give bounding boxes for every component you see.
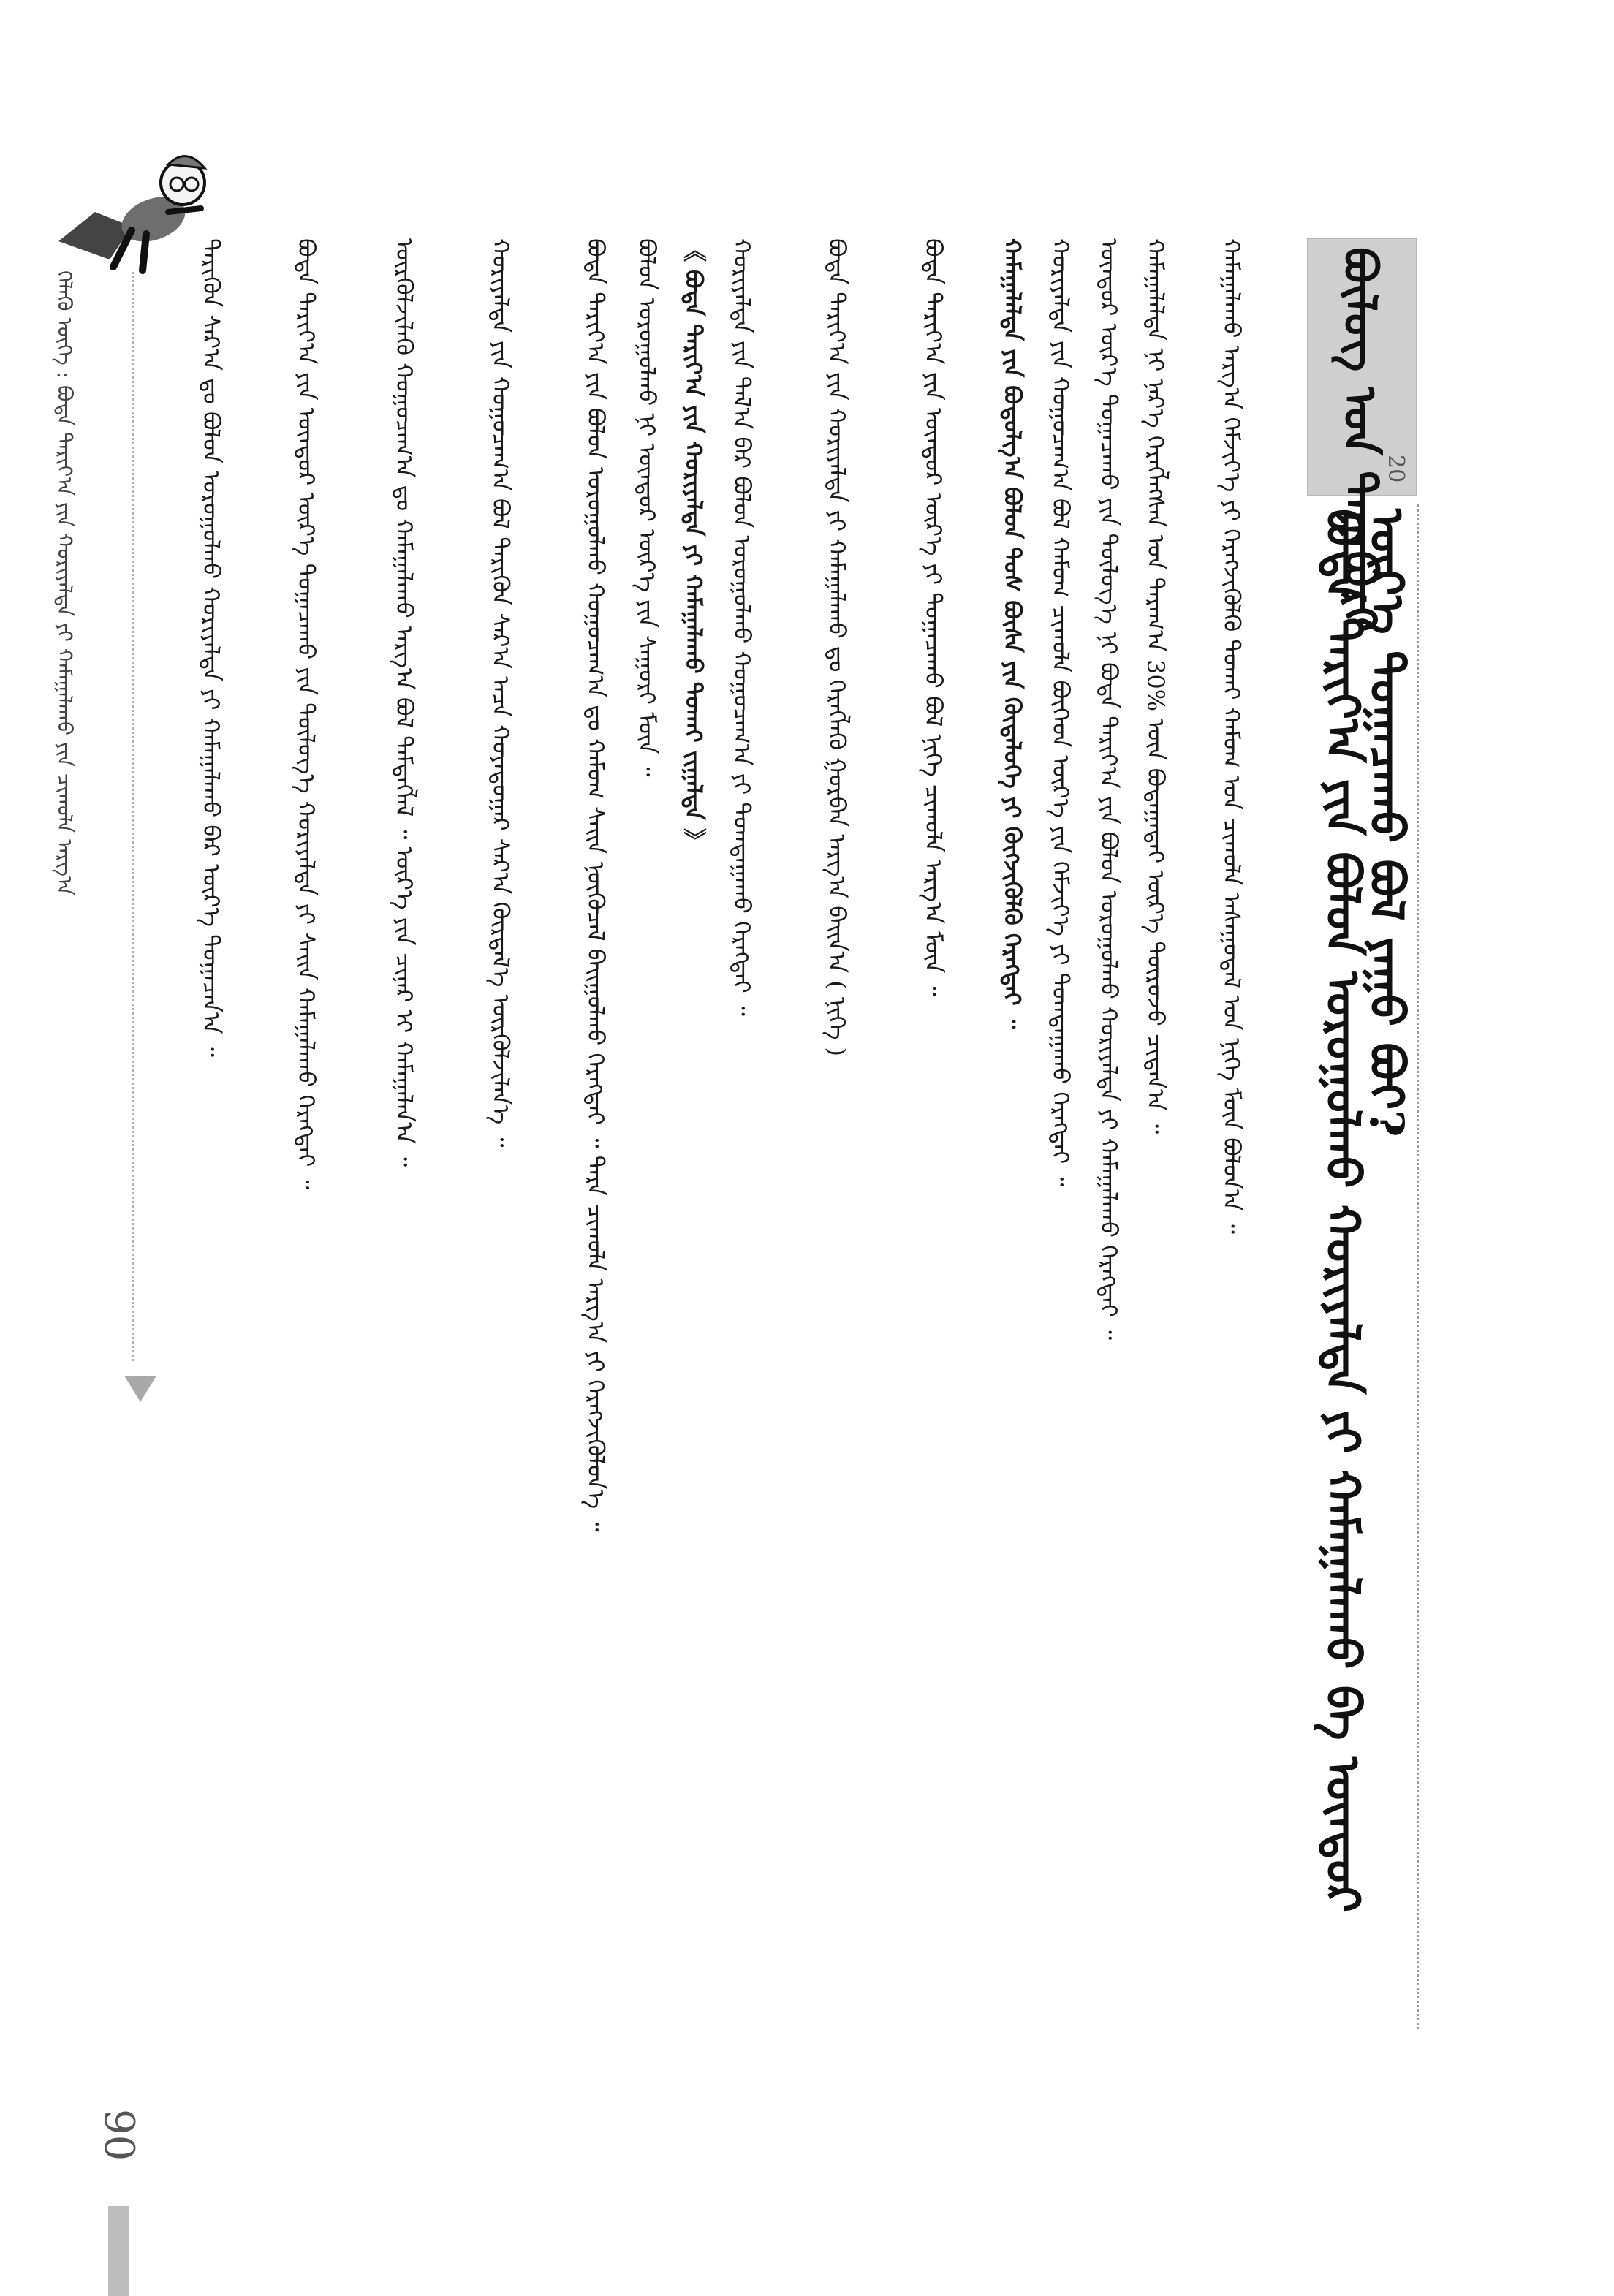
text-column: ᠪᠤᠳᠠ ᠲᠠᠷᠢᠶ᠎ᠠ ᠶᠢᠨ ᠬᠤᠷᠢᠶᠠᠯᠳᠠ ᠶᠢ ᠬᠠᠮᠠᠭᠠᠯᠠᠬᠤ ᠳᠤ ᠬᠡᠷᠡᠭᠯᠡᠬᠦ ᠭᠤᠷᠪᠠᠨ ᠠᠷᠭ᠎ᠠ ᠪᠠᠢᠨ᠎ᠠ ( ᠨᠢᠭᠡ ) bbox=[823, 238, 851, 1057]
margin-divider bbox=[132, 272, 134, 1361]
text-column: ᠬᠤᠷᠢᠶᠠᠯᠳᠠ ᠶᠢᠨ ᠬᠤᠭᠤᠴᠠᠭ᠎ᠠ ᠪᠣᠯ ᠲᠡᠷᠢᠭᠦᠨ ᠰᠠᠷ᠎ᠠ ᠠᠴᠠ ᠬᠣᠶᠠᠳᠤᠭᠠᠷ ᠰᠠᠷ᠎ᠠ ᠬᠦᠷᠲᠡᠯ᠎ᠡ ᠦᠷᠭᠦᠯᠵᠢᠯᠡᠨ᠎ᠡ ᠃ bbox=[487, 238, 515, 1148]
text-column: ᠪᠤᠳᠠ ᠲᠠᠷᠢᠶ᠎ᠠ ᠶᠢᠨ ᠦᠨᠳᠦᠷ ᠦᠷ᠎ᠡ ᠶᠢ ᠲᠣᠭᠠᠴᠠᠬᠤ ᠪᠣᠯ ᠨᠢᠭᠡ ᠴᠢᠬᠤᠯᠠ ᠠᠷᠭ᠎ᠠ ᠮᠥᠨ ᠃ bbox=[920, 238, 947, 996]
text-column: ᠬᠠᠮᠠᠭᠠᠯᠠᠯᠲᠠ ᠨᠢ ᠨᠡᠷ᠎ᠡ ᠬᠡᠷᠡᠭᠯᠡᠭᠰᠡᠨ ᠤᠨ ᠳᠠᠷᠠᠭ᠎ᠠ 30% ᠦᠨ ᠪᠤᠳᠠᠭᠠᠳᠠᠢ ᠦᠷ᠎ᠡ ᠲᠥᠷᠥᠵᠦ ᠴᠢᠳᠠᠨ᠎ᠠ ᠃ bbox=[1142, 238, 1170, 1134]
page-edge-tab bbox=[108, 2206, 129, 2296]
section-heading: ᠪᠤᠳᠠ ᠲᠠᠷᠢᠶ᠎ᠠ ᠶᠢᠨ ᠪᠣᠯᠤᠨ ᠤᠷᠤᠭᠤᠯᠬᠤ ᠬᠤᠷᠢᠶᠠᠯᠳᠠ ᠶᠢ ᠬᠠᠮᠠᠭᠠᠯᠠᠬᠤ ᠪᠠ ᠦᠨᠳᠦᠷ ᠦᠷ᠎ᠡ ᠲᠣᠭᠠᠴᠠᠬᠤ ᠪᠣᠯ ᠶᠠᠭᠤ ᠪᠤᠢ? bbox=[1315, 509, 1414, 1913]
text-column: ᠬᠠᠮᠠᠭᠠᠯᠠᠯᠲᠠ ᠶᠢᠨ ᠪᠣᠳᠤᠯᠭ᠎ᠠ ᠪᠣᠯᠤᠨ ᠲᠤᠰ ᠪᠦᠰᠡ ᠶᠢᠨ ᠬᠥᠳᠡᠯᠦᠭᠡ ᠶᠢ ᠬᠥᠭᠵᠢᠭᠦᠯᠬᠦ ᠬᠡᠷᠡᠭᠲᠡᠢ ᠃ bbox=[999, 238, 1026, 1029]
heading-divider bbox=[1417, 504, 1419, 2029]
margin-note: ᠬᠡᠯᠡᠬᠦ ᠦᠭᠡ : ᠪᠤᠳᠠ ᠲᠠᠷᠢᠶ᠎ᠠ ᠶᠢᠨ ᠬᠤᠷᠢᠶᠠᠯᠳᠠ ᠶᠢ ᠬᠠᠮᠠᠭᠠᠯᠠᠬᠤ ᠶᠢᠨ ᠴᠢᠬᠤᠯᠠ ᠠᠷᠭ᠎ᠠ bbox=[53, 270, 77, 895]
triangle-marker-icon bbox=[124, 1376, 156, 1402]
text-column: ᠬᠤᠷᠢᠶᠠᠯᠳᠠ ᠶᠢᠨ ᠬᠤᠭᠤᠴᠠᠭ᠎ᠠ ᠪᠣᠯ ᠬᠠᠮᠤᠭ ᠴᠢᠬᠤᠯᠠ ᠪᠦᠭᠡᠳ ᠦᠷ᠎ᠡ ᠶᠢᠨ ᠬᠡᠮᠵᠢᠶ᠎ᠡ ᠶᠢ ᠲᠣᠭᠲᠠᠭᠠᠬᠤ ᠬᠡᠷᠡᠭᠲᠡᠢ ᠃ bbox=[1047, 238, 1075, 1187]
text-column: 《 ᠪᠤᠳᠠ ᠲᠠᠷᠢᠶ᠎ᠠ ᠶᠢᠨ ᠬᠤᠷᠢᠶᠠᠯᠳᠠ ᠶᠢ ᠬᠠᠮᠠᠭᠠᠯᠠᠬᠤ ᠲᠤᠬᠠᠢ ᠵᠢᠭᠠᠯᠲᠠ 》 bbox=[680, 238, 708, 852]
chapter-label: ᠪᠦᠯᠦᠭ ᠤᠨ ᠳᠠᠭᠠᠪᠤᠷᠢ bbox=[1333, 247, 1387, 632]
text-column: ᠪᠤᠳᠠ ᠲᠠᠷᠢᠶ᠎ᠠ ᠶᠢᠨ ᠦᠨᠳᠦᠷ ᠦᠷ᠎ᠡ ᠲᠣᠭᠠᠴᠠᠬᠤ ᠶᠢᠨ ᠲᠥᠯᠥᠭ᠎ᠡ ᠬᠤᠷᠢᠶᠠᠯᠳᠠ ᠶᠢ ᠰᠠᠢᠨ ᠬᠠᠮᠠᠭᠠᠯᠠᠬᠤ ᠬᠡᠷᠡᠭᠲᠡᠢ ᠃ bbox=[292, 238, 320, 1190]
text-column: ᠬᠤᠷᠢᠶᠠᠯᠳᠠ ᠶᠢᠨ ᠲᠠᠯ᠎ᠠ ᠪᠠᠷ ᠪᠣᠯᠤᠨ ᠤᠷᠤᠭᠤᠯᠬᠤ ᠬᠤᠭᠤᠴᠠᠭ᠎ᠠ ᠶᠢ ᠲᠣᠭᠲᠠᠭᠠᠬᠤ ᠬᠡᠷᠡᠭᠲᠡᠢ ᠃ bbox=[728, 238, 756, 1016]
text-column: ᠦᠷᠭᠦᠯᠵᠢᠯᠡᠬᠦ ᠬᠤᠭᠤᠴᠠᠭ᠎ᠠ ᠳᠤ ᠬᠠᠮᠠᠭᠠᠯᠠᠬᠤ ᠠᠷᠭ᠎ᠠ ᠪᠣᠯ ᠲᠡᠮᠳᠡᠭᠯᠡᠯ ᠃ ᠦᠷ᠎ᠡ ᠶᠢᠨ ᠴᠢᠨᠠᠷ ᠢ ᠬᠠᠮᠠᠭᠠᠯᠠᠨ᠎ᠠ ᠃ bbox=[390, 238, 418, 1167]
text-column: ᠪᠣᠯᠤᠨ ᠤᠷᠤᠭᠤᠯᠬᠤ ᠨᠢ ᠦᠨᠳᠦᠷ ᠦᠷ᠎ᠡ ᠶᠢᠨ ᠰᠠᠭᠤᠷᠢ ᠮᠥᠨ ᠃ bbox=[633, 238, 661, 777]
text-column: ᠲᠡᠷᠢᠭᠦᠨ ᠰᠠᠷ᠎ᠠ ᠳᠤ ᠪᠣᠯᠤᠨ ᠤᠷᠤᠭᠤᠯᠬᠤ ᠬᠤᠷᠢᠶᠠᠯᠳᠠ ᠶᠢ ᠬᠠᠮᠠᠭᠠᠯᠠᠬᠤ ᠪᠠᠷ ᠦᠷ᠎ᠡ ᠲᠣᠭᠠᠴᠠᠨ᠎ᠠ ᠃ bbox=[197, 238, 225, 1057]
text-column: ᠬᠠᠮᠠᠭᠠᠯᠠᠬᠤ ᠠᠷᠭ᠎ᠠ ᠬᠡᠮᠵᠢᠶ᠎ᠡ ᠶᠢ ᠬᠡᠷᠡᠭᠵᠢᠭᠦᠯᠬᠦ ᠲᠤᠬᠠᠢ ᠬᠠᠮᠤᠭ ᠤᠨ ᠴᠢᠬᠤᠯᠠ ᠠᠰᠠᠭᠤᠳᠠᠯ ᠤᠨ ᠨᠢᠭᠡ ᠮᠥᠨ ᠪᠣᠯᠤᠨ᠎ᠠ ᠃ bbox=[1218, 238, 1246, 1234]
chapter-number: 20 bbox=[1383, 455, 1409, 483]
mascot-illustration bbox=[44, 132, 219, 278]
text-column: ᠦᠨᠳᠦᠷ ᠦᠷ᠎ᠡ ᠲᠣᠭᠠᠴᠠᠬᠤ ᠶᠢᠨ ᠲᠥᠯᠥᠭ᠎ᠡ ᠨᠢ ᠪᠤᠳᠠ ᠲᠠᠷᠢᠶ᠎ᠠ ᠶᠢᠨ ᠪᠣᠯᠤᠨ ᠤᠷᠤᠭᠤᠯᠬᠤ ᠬᠤᠷᠢᠶᠠᠯᠳᠠ ᠶᠢ ᠬᠠᠮᠠᠭᠠᠯᠠᠬᠤ ᠬᠡᠷᠡᠭᠲᠡᠢ ᠃ bbox=[1095, 238, 1123, 1341]
text-column: ᠪᠤᠳᠠ ᠲᠠᠷᠢᠶ᠎ᠠ ᠶᠢᠨ ᠪᠣᠯᠤᠨ ᠤᠷᠤᠭᠤᠯᠬᠤ ᠬᠤᠭᠤᠴᠠᠭ᠎ᠠ ᠳᠤ ᠬᠠᠮᠤᠭ ᠰᠠᠢᠨ ᠨᠥᠬᠦᠴᠡᠯ ᠪᠠᠢᠭᠤᠯᠬᠤ ᠬᠡᠷᠡᠭᠲᠡᠢ ᠃ ᠲᠡᠷᠡ ᠴᠢᠬᠤᠯᠠ ᠠᠷᠭ᠎ᠠ ᠶᠢ ᠬᠡᠷᠡᠭᠵᠢᠭᠦᠯᠦᠨ᠎ᠡ ᠃ bbox=[582, 238, 610, 1532]
page-number: 90 bbox=[95, 2109, 143, 2162]
